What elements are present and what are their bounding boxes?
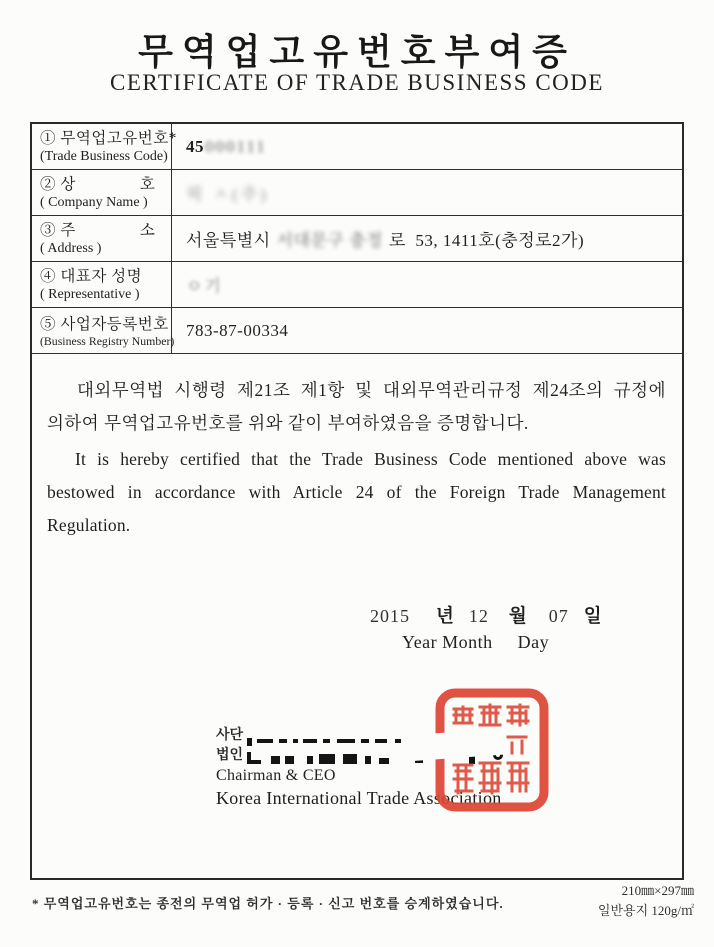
row-label-address (32, 216, 172, 261)
value-visible: 45 (186, 136, 204, 156)
date-year: 2015 (370, 606, 410, 626)
value-company-name (172, 170, 682, 215)
paper-size: 210㎜×297㎜ (621, 883, 694, 898)
value-representative (172, 262, 682, 307)
date-english-line: Year Month Day (402, 632, 550, 652)
table-row (32, 308, 682, 354)
certificate-frame (30, 122, 684, 880)
row-label-representative (32, 262, 172, 307)
certificate-body (32, 354, 682, 542)
label-english: ( Company Name ) (40, 194, 148, 210)
label-korean: ③ 주 소 (40, 222, 156, 240)
date-month-label: 월 (508, 607, 527, 627)
value-trade-business-code (172, 124, 682, 169)
value-visible: 로 53, 1411호(충정로2가) (388, 231, 585, 250)
value-business-registry-number (172, 308, 682, 353)
page-title-english: CERTIFICATE OF TRADE BUSINESS CODE (110, 70, 604, 95)
label-english: ( Address ) (40, 240, 102, 256)
value-visible: 783-87-00334 (186, 320, 289, 340)
red-corporate-seal-icon (434, 687, 550, 813)
date-day: 07 (548, 606, 569, 626)
date-day-label: 일 (583, 607, 602, 627)
footnote: * 무역업고유번호는 종전의 무역업 허가 · 등록 · 신고 번호를 승계하였습니다. (32, 896, 504, 911)
label-korean: ② 상 호 (40, 176, 156, 194)
value-redacted: ㅇ기 (186, 277, 223, 296)
label-english: (Business Registry Number) (40, 334, 175, 349)
label-english: (Trade Business Code) (40, 148, 168, 164)
paper-spec (598, 881, 694, 921)
info-table (32, 124, 682, 354)
value-redacted: 서대문구 충정 (276, 231, 383, 250)
issue-date (370, 602, 670, 653)
date-korean-line (370, 602, 670, 628)
table-row (32, 170, 682, 216)
row-label-company-name (32, 170, 172, 215)
page-title: 무역업고유번호부여증 (138, 32, 576, 72)
paper-weight: 일반용지 120g/㎡ (597, 903, 694, 919)
table-row (32, 124, 682, 170)
association-prefix-line1: 사단 (216, 726, 244, 742)
date-year-label: 년 (436, 607, 454, 627)
label-korean: ① 무역업고유번호* (40, 130, 177, 148)
row-label-trade-business-code (32, 124, 177, 169)
association-prefix-line2: 법인 (216, 746, 244, 763)
label-korean: ⑤ 사업자등록번호 (40, 315, 169, 333)
body-paragraph-korean: 대외무역법 시행령 제21조 제1항 및 대외무역관리규정 제24조의 규정에 의하여 무역업고유번호를 위와 같이 부여하였음을 증명합니다. (47, 380, 666, 434)
date-month: 12 (468, 606, 489, 626)
value-redacted: 000111 (205, 136, 267, 156)
value-visible: 서울특별시 (186, 231, 271, 250)
value-redacted: 픽 ㅅ(주) (186, 185, 269, 204)
body-paragraph-english: It is hereby certified that the Trade Business Code mentioned above was bestowed in accordance with Article 24 of the Foreign Trade Management Regulation. (47, 448, 666, 535)
row-label-business-registry-number (32, 308, 175, 353)
chairman-title: Chairman & CEO (216, 767, 336, 784)
table-row (32, 262, 682, 308)
association-name-english: Korea International Trade Association (216, 788, 502, 808)
label-english: ( Representative ) (40, 286, 140, 302)
value-address (172, 216, 682, 261)
label-korean: ④ 대표자 성명 (40, 268, 143, 286)
table-row (32, 216, 682, 262)
